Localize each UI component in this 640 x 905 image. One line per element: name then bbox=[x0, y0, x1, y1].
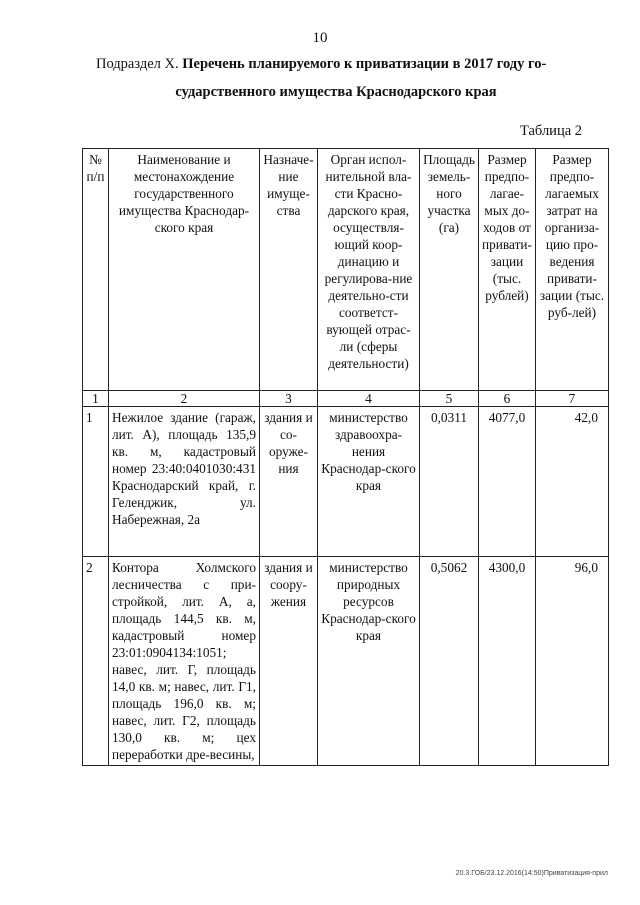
column-number-row bbox=[83, 391, 609, 407]
land-area: 0,5062 bbox=[420, 557, 479, 766]
heading-title-line-1: Перечень планируемого к приватизации в 2017 году го- bbox=[182, 56, 547, 72]
column-number: 3 bbox=[260, 391, 318, 407]
header-cell: Наименование и местонахождение государственного имущества Краснодар-ского края bbox=[109, 149, 260, 391]
column-number: 5 bbox=[420, 391, 479, 407]
section-heading bbox=[96, 50, 616, 106]
header-cell: Размер предпо-лагаемых затрат на организа-цию про-ведения привати-зации (тыс. руб-лей) bbox=[536, 149, 609, 391]
header-cell: Орган испол-нительной вла-сти Красно-дарского края, осуществля-ющий коор-динацию и регулирова-ние деятельно-сти соответст-вующей отрас-ли (сферы деятельности) bbox=[318, 149, 420, 391]
table-caption: Таблица 2 bbox=[520, 123, 583, 139]
privatization-table bbox=[82, 148, 609, 766]
property-purpose: здания и со-оруже-ния bbox=[260, 407, 318, 557]
expected-income: 4077,0 bbox=[479, 407, 536, 557]
property-purpose: здания и соору-жения bbox=[260, 557, 318, 766]
column-number: 2 bbox=[109, 391, 260, 407]
expected-costs: 42,0 bbox=[536, 407, 609, 557]
header-cell: № п/п bbox=[83, 149, 109, 391]
header-row bbox=[83, 149, 609, 391]
heading-title-line-2: сударственного имущества Краснодарского края bbox=[175, 84, 497, 100]
column-number: 1 bbox=[83, 391, 109, 407]
expected-costs: 96,0 bbox=[536, 557, 609, 766]
property-name-location: Контора Холмского лесничества с при-стройкой, лит. А, а, площадь 144,5 кв. м, кадастровый номер 23:01:0904134:1051; навес, лит. Г, площадь 14,0 кв. м; навес, лит. Г1, площадь 196,0 кв. м; навес, лит. Г2, площадь 130,0 кв. м; цех переработки дре-весины, bbox=[109, 557, 260, 766]
land-area: 0,0311 bbox=[420, 407, 479, 557]
executive-authority: министерство здравоохра-нения Краснодар-ского края bbox=[318, 407, 420, 557]
row-number: 2 bbox=[83, 557, 109, 766]
row-number: 1 bbox=[83, 407, 109, 557]
column-number: 4 bbox=[318, 391, 420, 407]
footer-doc-id: 20.3.ГОБ/23.12.2016(14:50)Приватизация-прил bbox=[455, 870, 608, 877]
executive-authority: министерство природных ресурсов Краснодар-ского края bbox=[318, 557, 420, 766]
heading-prefix: Подраздел X. bbox=[96, 56, 179, 72]
table-row bbox=[83, 407, 609, 557]
header-cell: Назначе-ние имуще-ства bbox=[260, 149, 318, 391]
heading-line-2 bbox=[96, 78, 616, 106]
expected-income: 4300,0 bbox=[479, 557, 536, 766]
column-number: 6 bbox=[479, 391, 536, 407]
header-cell: Площадь земель-ного участка (га) bbox=[420, 149, 479, 391]
property-name-location: Нежилое здание (гараж, лит. А), площадь 135,9 кв. м, кадастровый номер 23:40:0401030:431 Краснодарский край, г. Геленджик, ул. Набережная, 2а bbox=[109, 407, 260, 557]
header-cell: Размер предпо-лагае-мых до-ходов от привати-зации (тыс. рублей) bbox=[479, 149, 536, 391]
page-number: 10 bbox=[312, 30, 328, 46]
table-row bbox=[83, 557, 609, 766]
heading-line-1 bbox=[96, 50, 616, 78]
column-number: 7 bbox=[536, 391, 609, 407]
